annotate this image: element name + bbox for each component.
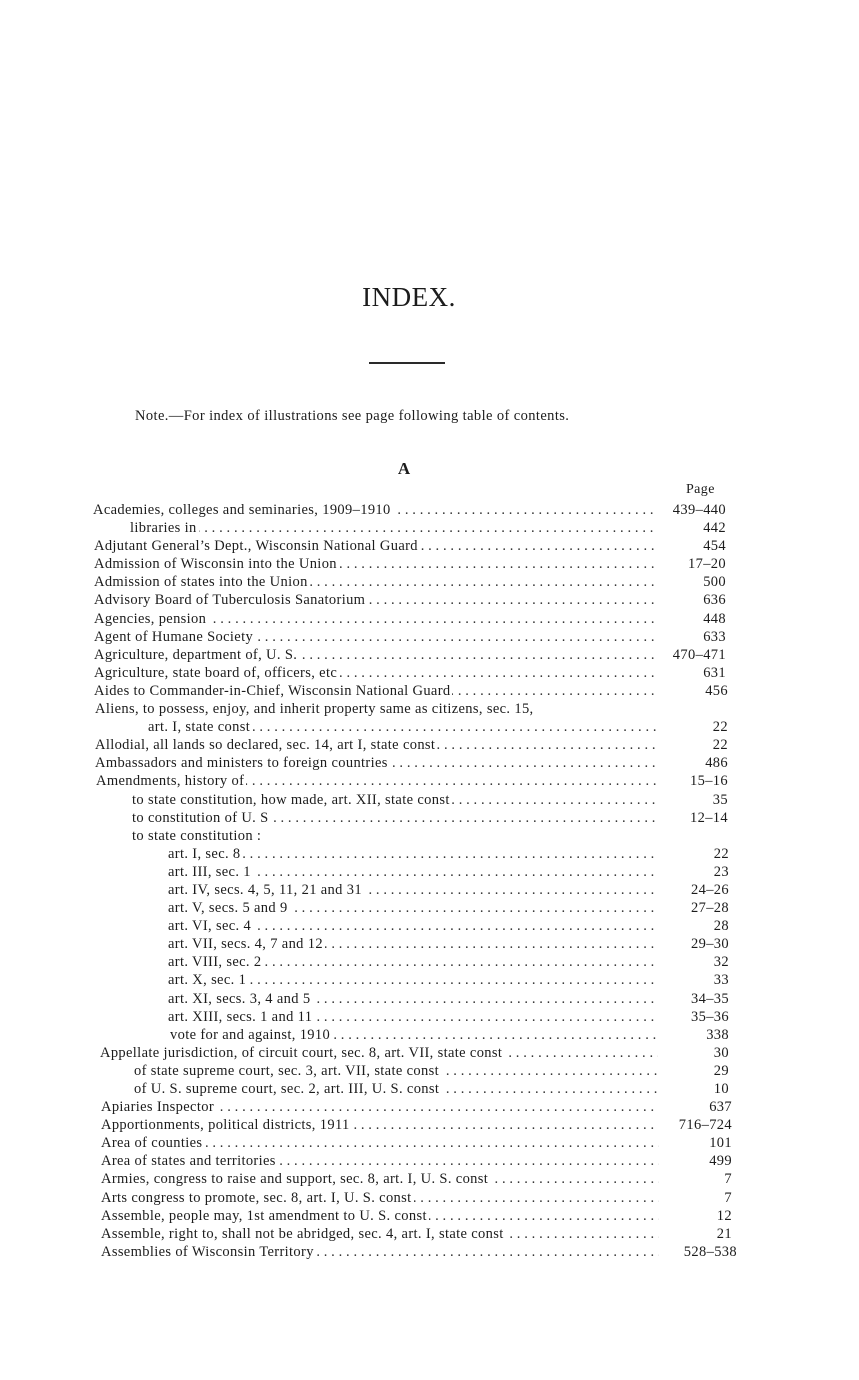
index-entry (0, 519, 859, 537)
index-entry (0, 772, 859, 790)
entry-text: art. VII, secs. 4, 7 and 12 (168, 936, 323, 953)
entry-page: 22 (712, 737, 728, 754)
index-entry (0, 971, 859, 989)
index-entry (0, 1044, 859, 1062)
index-entry (0, 1026, 859, 1044)
entry-text: art. I, state const (148, 719, 251, 736)
entry-text: of U. S. supreme court, sec. 2, art. III, U. S. const (134, 1081, 440, 1097)
entry-page: 470–471 (672, 646, 726, 663)
entry-text: art. I, sec. 8 (168, 845, 241, 862)
entry-text: Agencies, pension (94, 610, 207, 627)
index-entry (0, 700, 859, 718)
index-entry (0, 1225, 859, 1243)
entry-text: art. VIII, sec. 2 (168, 954, 262, 971)
index-entry (0, 1134, 859, 1152)
index-entry (0, 881, 859, 899)
entry-text: Arts congress to promote, sec. 8, art. I, U. S. const (101, 1189, 412, 1206)
entry-text: art. XI, secs. 3, 4 and 5 (168, 990, 311, 1007)
entry-text: Assemble, people may, 1st amendment to U. S. const (101, 1207, 427, 1224)
entry-text: to state constitution : (132, 827, 262, 844)
entry-text: Assemble, right to, shall not be abridged, sec. 4, art. I, state const (101, 1225, 504, 1242)
index-entry (0, 917, 859, 935)
entry-text: Apportionments, political districts, 1911 (101, 1117, 350, 1134)
index-entry (0, 573, 859, 591)
index-entry (0, 935, 859, 953)
entry-text: Allodial, all lands so declared, sec. 14, art I, state const (95, 737, 436, 754)
entry-page: 7 (724, 1189, 732, 1206)
page-column-header: Page (686, 482, 715, 497)
entry-text: Area of states and territories (101, 1153, 276, 1170)
index-entry (0, 754, 859, 772)
index-entry (0, 1207, 859, 1225)
entry-text: Admission of states into the Union (94, 574, 308, 591)
entry-text: Admission of Wisconsin into the Union (94, 556, 337, 573)
entry-text: Ambassadors and ministers to foreign countries (95, 755, 388, 772)
entry-page: 456 (705, 682, 728, 699)
entry-text: Appellate jurisdiction, of circuit court, sec. 8, art. VII, state const (100, 1044, 503, 1061)
entry-page: 442 (703, 520, 726, 537)
entry-page: 21 (716, 1225, 732, 1242)
entry-text: Armies, congress to raise and support, sec. 8, art. I, U. S. const (101, 1171, 489, 1188)
entry-page: 448 (703, 610, 726, 627)
index-entry (0, 628, 859, 646)
entry-text: Amendments, history of (96, 773, 245, 790)
entry-page: 30 (713, 1044, 729, 1061)
index-title: INDEX. (362, 282, 456, 312)
entry-text: Agriculture, state board of, officers, etc (94, 664, 338, 681)
entry-text: Agriculture, department of, U. S. (94, 646, 298, 663)
entry-page: 22 (713, 845, 729, 862)
index-entry (0, 1062, 859, 1080)
illustrations-note: Note.—For index of illustrations see page following table of contents. (135, 408, 570, 424)
entry-page: 27–28 (691, 900, 729, 917)
entry-page: 637 (709, 1099, 732, 1116)
entry-page: 32 (713, 954, 729, 971)
index-entry (0, 1080, 859, 1098)
index-entry (0, 863, 859, 881)
index-entry (0, 827, 859, 845)
entry-text: art. IV, secs. 4, 5, 11, 21 and 31 (168, 881, 362, 898)
entry-page: 499 (709, 1153, 732, 1170)
entry-page: 636 (703, 592, 726, 609)
index-entry (0, 537, 859, 555)
index-entry (0, 682, 859, 700)
index-entries (0, 501, 859, 1261)
entry-page: 101 (709, 1135, 732, 1152)
index-entry (0, 1098, 859, 1116)
index-entry (0, 1152, 859, 1170)
index-entry (0, 1243, 859, 1261)
entry-text: art. XIII, secs. 1 and 11 (168, 1008, 313, 1025)
entry-page: 486 (705, 755, 728, 772)
section-letter: A (397, 459, 411, 478)
entry-text: Aliens, to possess, enjoy, and inherit property same as citizens, sec. 15, (95, 701, 534, 718)
entry-text: art. III, sec. 1 (168, 863, 251, 880)
entry-text: Assemblies of Wisconsin Territory (101, 1243, 314, 1260)
index-entry (0, 1116, 859, 1134)
entry-text: Apiaries Inspector (101, 1099, 214, 1116)
entry-page: 454 (703, 538, 726, 555)
index-entry (0, 610, 859, 628)
entry-page: 12–14 (690, 809, 728, 826)
entry-text: of state supreme court, sec. 3, art. VII, state const (134, 1062, 439, 1079)
entry-text: art. VI, sec. 4 (168, 918, 252, 935)
entry-page: 12 (716, 1207, 732, 1224)
entry-page: 716–724 (678, 1117, 732, 1134)
entry-page: 631 (703, 664, 726, 681)
index-entry (0, 1008, 859, 1026)
entry-text: Aides to Commander-in-Chief, Wisconsin National Guard (94, 682, 451, 699)
entry-text: vote for and against, 1910 (170, 1026, 331, 1043)
entry-page: 29–30 (691, 936, 729, 953)
index-entry (0, 1170, 859, 1188)
index-entry (0, 591, 859, 609)
entry-page: 7 (724, 1171, 732, 1188)
entry-text: Area of counties (101, 1135, 203, 1152)
index-entry (0, 990, 859, 1008)
entry-page: 15–16 (690, 773, 728, 790)
entry-page: 500 (703, 574, 726, 591)
entry-text: to state constitution, how made, art. XII, state const (132, 791, 450, 808)
entry-text: Academies, colleges and seminaries, 1909–1910 (93, 502, 391, 518)
entry-page: 34–35 (691, 990, 729, 1007)
entry-text: art. V, secs. 5 and 9 (168, 900, 288, 917)
index-entry (0, 664, 859, 682)
entry-page: 22 (712, 719, 728, 736)
index-entry (0, 899, 859, 917)
index-entry (0, 953, 859, 971)
title-divider (369, 362, 445, 364)
entry-page: 23 (713, 863, 729, 880)
index-entry (0, 845, 859, 863)
index-entry (0, 736, 859, 754)
index-entry (0, 646, 859, 664)
index-entry (0, 501, 859, 519)
entry-page: 338 (706, 1026, 729, 1043)
entry-page: 10 (713, 1081, 729, 1097)
index-entry (0, 791, 859, 809)
entry-text: Adjutant General’s Dept., Wisconsin National Guard (94, 538, 418, 555)
entry-page: 28 (713, 918, 729, 935)
index-entry (0, 718, 859, 736)
entry-text: libraries in (130, 520, 197, 537)
entry-page: 24–26 (691, 881, 729, 898)
entry-page: 29 (713, 1062, 729, 1079)
entry-page: 35–36 (691, 1008, 729, 1025)
index-entry (0, 555, 859, 573)
entry-text: to constitution of U. S (132, 809, 269, 826)
entry-page: 17–20 (688, 556, 726, 573)
entry-text: art. X, sec. 1 (168, 972, 247, 989)
entry-page: 633 (703, 628, 726, 645)
entry-page: 33 (713, 972, 729, 989)
index-entry (0, 809, 859, 827)
entry-text: Agent of Humane Society (94, 628, 254, 645)
entry-page: 528–538 (683, 1243, 737, 1260)
entry-text: Advisory Board of Tuberculosis Sanatorium (94, 592, 366, 609)
index-entry (0, 1189, 859, 1207)
entry-page: 439–440 (672, 502, 726, 518)
entry-page: 35 (712, 791, 728, 808)
